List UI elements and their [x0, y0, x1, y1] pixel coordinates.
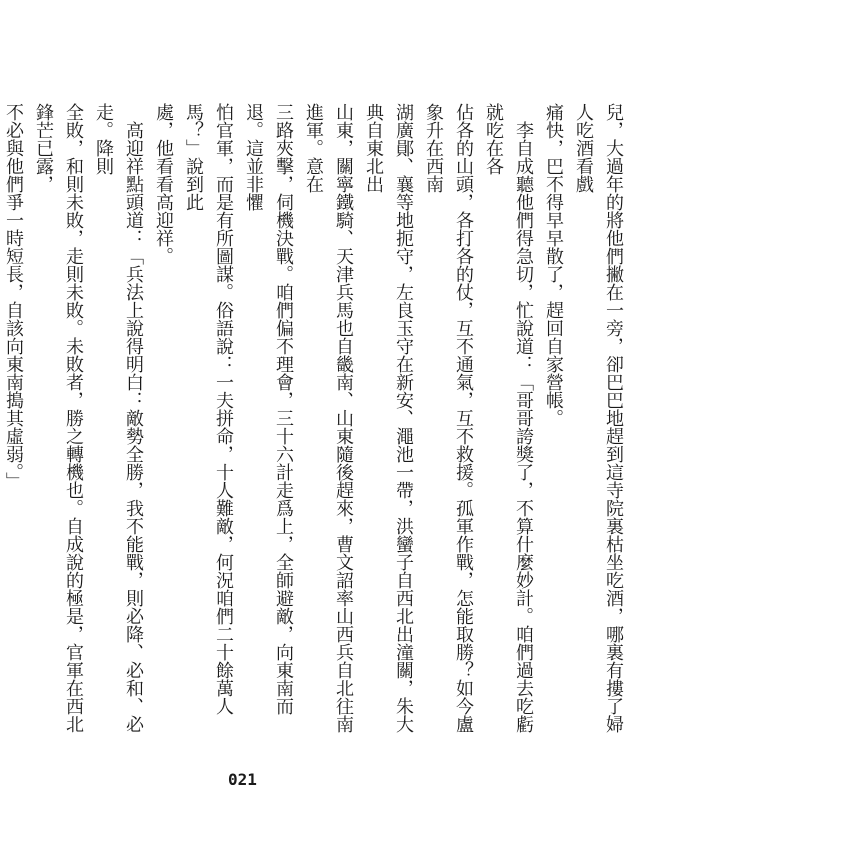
vertical-text-body — [3, 103, 628, 743]
text-column: 全敗，和則未敗，走則未敗。未敗者，勝之轉機也。自成說的極是，官軍在西北鋒芒已露， — [33, 103, 84, 733]
text-column: 山東，關寧鐵騎、天津兵馬也自畿南、山東隨後趕來，曹文詔率山西兵自北往南進軍。意在 — [303, 103, 354, 733]
text-column: 兒，大過年的將他們撇在一旁，卻巴巴地趕到這寺院裏枯坐吃酒，哪裏有摟了婦人吃酒看戲 — [573, 103, 624, 733]
text-column: 痛快，巴不得早早散了，趕回自家營帳。 — [543, 103, 564, 427]
text-column: 怕官軍，而是有所圖謀。俗語說：一夫拼命，十人難敵，何況咱們二十餘萬人馬？」說到此 — [183, 103, 234, 715]
text-column: 高迎祥點頭道：「兵法上說得明白：敵勢全勝，我不能戰，則必降、必和、必走。降則 — [93, 103, 144, 733]
text-column: 三路夾擊，伺機決戰。咱們偏不理會，三十六計走爲上，全師避敵，向東南而退。這並非懼 — [243, 103, 294, 715]
page-number: 021 — [228, 770, 257, 789]
text-column: 不必與他們爭一時短長，自該向東南搗其虛弱。」 — [3, 103, 24, 490]
text-column: 處，他看看高迎祥。 — [153, 103, 174, 265]
text-column: 李自成聽他們得急切，忙說道：「哥哥誇獎了，不算什麼妙計。咱們過去吃虧就吃在各 — [483, 103, 534, 733]
text-column: 湖廣鄖、襄等地扼守，左良玉守在新安、澠池一帶，洪蠻子自西北出潼關，朱大典自東北出 — [363, 103, 414, 733]
text-column: 佔各的山頭，各打各的仗，互不通氣，互不救援。孤軍作戰，怎能取勝？如今盧象升在西南 — [423, 103, 474, 733]
